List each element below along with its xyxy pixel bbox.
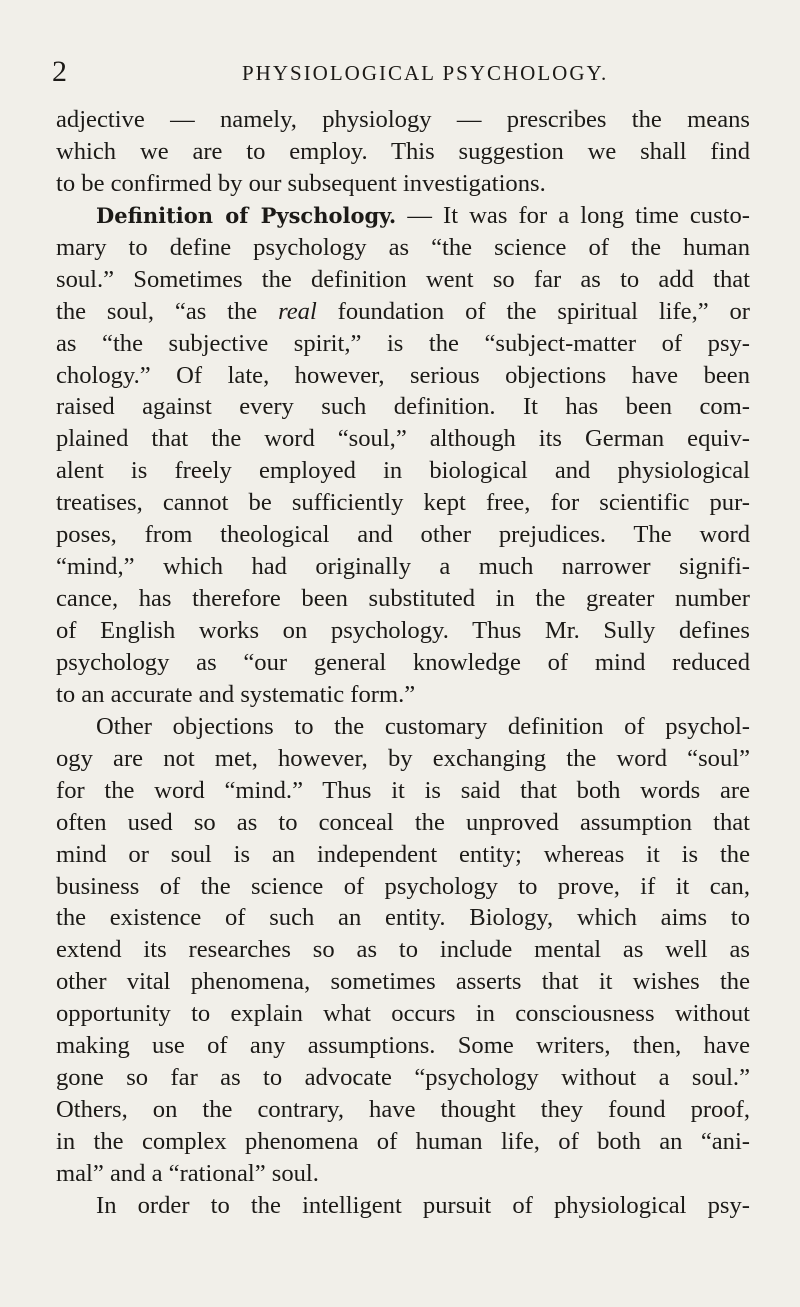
text-line: often used so as to conceal the unproved assumption that bbox=[56, 808, 750, 836]
text-line: opportunity to explain what occurs in consciousness without bbox=[56, 1000, 750, 1028]
text-line: cance, has therefore been substituted in the greater number bbox=[56, 585, 750, 613]
text-line: which we are to employ. This suggestion we shall find bbox=[56, 137, 750, 165]
text-line: In order to the intelligent pursuit of physiological psy- bbox=[96, 1191, 750, 1219]
text-line: making use of any assumptions. Some writers, then, have bbox=[56, 1032, 750, 1060]
text-line: the existence of such an entity. Biology, which aims to bbox=[56, 904, 750, 932]
text-line bbox=[56, 200, 750, 232]
text-line bbox=[56, 296, 750, 328]
running-title: PHYSIOLOGICAL PSYCHOLOGY. bbox=[242, 61, 609, 85]
section-heading: Definition of Pyschology. bbox=[96, 202, 397, 228]
text-line: poses, from theological and other prejudices. The word bbox=[56, 521, 750, 549]
text-fragment: — It was for a long time custo- bbox=[396, 201, 750, 229]
text-line: mary to define psychology as “the science of the human bbox=[56, 233, 750, 261]
text-fragment: the soul, “as the bbox=[56, 297, 279, 325]
text-line: psychology as “our general knowledge of mind reduced bbox=[56, 648, 750, 676]
text-line: raised against every such definition. It has been com- bbox=[56, 393, 750, 421]
text-line: of English works on psychology. Thus Mr. Sully defines bbox=[56, 617, 750, 644]
page-number: 2 bbox=[52, 55, 67, 88]
italic-word: real bbox=[278, 297, 317, 325]
text-line: business of the science of psychology to prove, if it can, bbox=[56, 872, 750, 900]
text-fragment: foundation of the spiritual life,” or bbox=[316, 297, 750, 325]
text-line: to be confirmed by our subsequent investigations. bbox=[56, 169, 546, 197]
text-line: adjective — namely, physiology — prescribes the means bbox=[56, 106, 750, 133]
body-text bbox=[56, 104, 750, 1222]
text-line: as “the subjective spirit,” is the “subject-matter of psy- bbox=[56, 329, 750, 357]
text-line: for the word “mind.” Thus it is said that both words are bbox=[56, 776, 750, 804]
text-line: “mind,” which had originally a much narrower signifi- bbox=[56, 553, 750, 581]
text-line: extend its researches so as to include mental as well as bbox=[56, 936, 750, 964]
text-line: mind or soul is an independent entity; whereas it is the bbox=[56, 840, 750, 868]
text-line: soul.” Sometimes the definition went so far as to add that bbox=[56, 265, 750, 293]
text-line: to an accurate and systematic form.” bbox=[56, 680, 416, 708]
text-line: alent is freely employed in biological and physiological bbox=[56, 457, 750, 485]
running-head bbox=[52, 52, 742, 92]
text-line: other vital phenomena, sometimes asserts that it wishes the bbox=[56, 968, 750, 996]
text-line: Others, on the contrary, have thought they found proof, bbox=[56, 1096, 750, 1124]
text-line: Other objections to the customary definition of psychol- bbox=[96, 712, 750, 740]
text-line: mal” and a “rational” soul. bbox=[56, 1159, 319, 1187]
text-line: ogy are not met, however, by exchanging the word “soul” bbox=[56, 744, 750, 772]
text-line: gone so far as to advocate “psychology without a soul.” bbox=[56, 1064, 750, 1092]
text-line: in the complex phenomena of human life, of both an “ani- bbox=[56, 1128, 750, 1155]
text-line: chology.” Of late, however, serious objections have been bbox=[56, 361, 750, 389]
text-line: plained that the word “soul,” although its German equiv- bbox=[56, 425, 750, 453]
text-line: treatises, cannot be sufficiently kept free, for scientific pur- bbox=[56, 489, 750, 517]
